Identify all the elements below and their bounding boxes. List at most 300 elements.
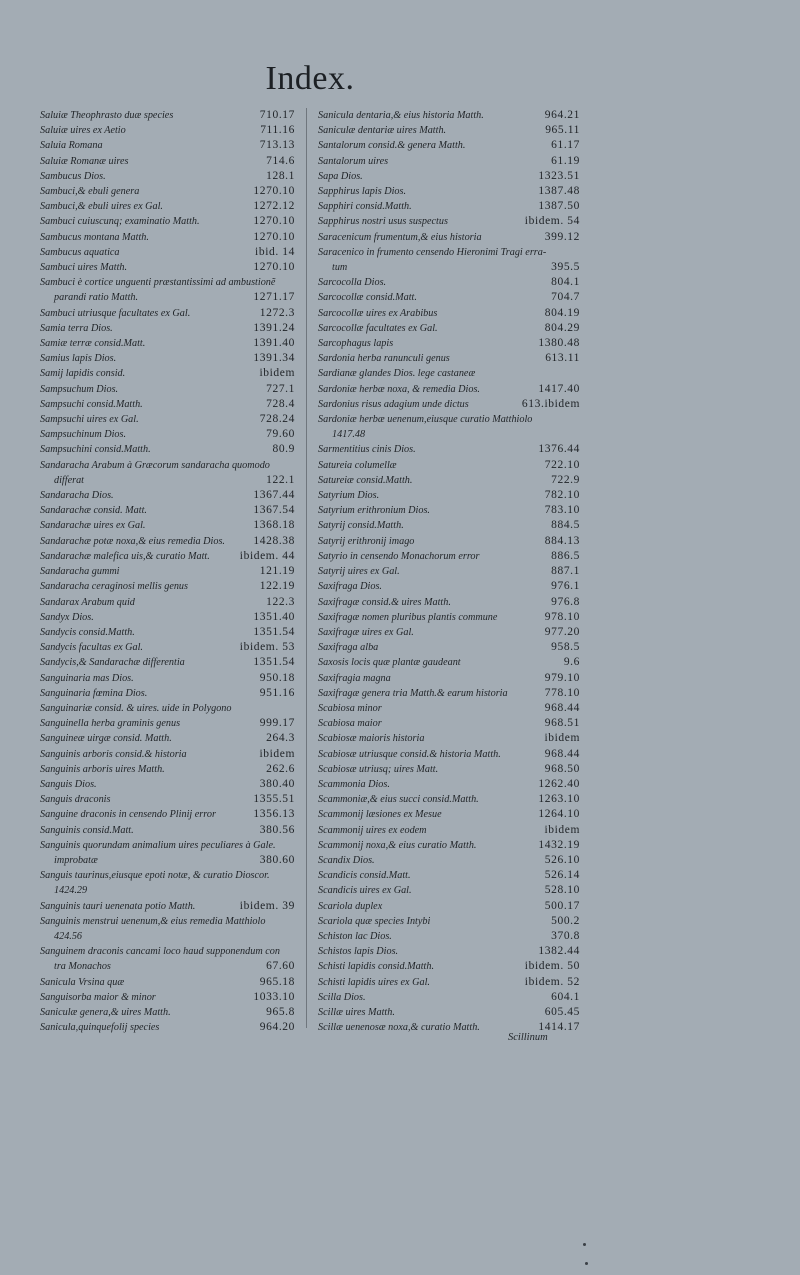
index-entry bbox=[318, 275, 580, 290]
page-reference: 79.60 bbox=[266, 428, 295, 441]
entry-text: Sampsuchum Dios. bbox=[40, 383, 119, 395]
page-reference: ibidem. 44 bbox=[239, 549, 295, 562]
entry-text: Sarcocollæ uires ex Arabibus bbox=[318, 307, 438, 319]
page-reference: 968.51 bbox=[544, 717, 580, 730]
index-entry bbox=[40, 138, 295, 153]
entry-text: Scabiosa maior bbox=[318, 718, 382, 730]
entry-text: Sanguinis menstrui uenenum,& eius remedia Matthiolo bbox=[40, 915, 266, 927]
entry-text: Sanguinaria fœmina Dios. bbox=[40, 687, 148, 699]
page-reference: 886.5 bbox=[551, 549, 580, 562]
entry-text: Sanicula Vrsina quæ bbox=[40, 976, 125, 988]
index-entry bbox=[318, 625, 580, 640]
entry-text: Sanguinem draconis cancami loco haud supponendum con bbox=[40, 946, 280, 958]
index-entry bbox=[40, 595, 295, 610]
page-reference: ibidem. 39 bbox=[239, 899, 295, 912]
entry-text: Sarcocollæ consid.Matt. bbox=[318, 292, 417, 304]
entry-text: Sanguinis arboris consid.& historia bbox=[40, 748, 187, 760]
index-entry bbox=[318, 929, 580, 944]
index-entry bbox=[318, 184, 580, 199]
index-entry bbox=[318, 914, 580, 929]
page-reference: 605.45 bbox=[544, 1005, 580, 1018]
index-entry bbox=[318, 290, 580, 305]
index-entry bbox=[40, 807, 295, 822]
entry-text: Sandaracha Dios. bbox=[40, 490, 114, 502]
entry-text: Saracenico in frumento censendo Hieronimi Tragi erra- bbox=[318, 246, 547, 258]
page-reference: 121.19 bbox=[259, 565, 295, 578]
entry-text: Satyrij uires ex Gal. bbox=[318, 566, 400, 578]
index-entry bbox=[40, 382, 295, 397]
index-entry bbox=[40, 731, 295, 746]
page-reference: 950.18 bbox=[259, 671, 295, 684]
index-entry bbox=[318, 792, 580, 807]
page-reference: 782.10 bbox=[544, 489, 580, 502]
entry-text: Sandarachæ potæ noxa,& eius remedia Dios. bbox=[40, 535, 225, 547]
left-column bbox=[40, 108, 295, 1035]
entry-text: Sardoniæ herbæ noxa, & remedia Dios. bbox=[318, 383, 480, 395]
index-entry bbox=[40, 990, 295, 1005]
entry-text: Sandycis facultas ex Gal. bbox=[40, 642, 143, 654]
page-title: Index. bbox=[265, 60, 355, 97]
entry-text: Sanguinella herba graminis genus bbox=[40, 718, 181, 730]
index-entry bbox=[40, 442, 295, 457]
index-entry bbox=[40, 397, 295, 412]
page-reference: ibidem bbox=[259, 367, 295, 380]
page-reference: 1033.10 bbox=[253, 990, 295, 1003]
page-reference: 1387.48 bbox=[538, 185, 580, 198]
page-reference: 604.1 bbox=[551, 990, 580, 1003]
index-entry bbox=[40, 747, 295, 762]
index-entry bbox=[318, 458, 580, 473]
index-entry bbox=[40, 823, 295, 838]
index-entry bbox=[40, 671, 295, 686]
index-entry bbox=[40, 230, 295, 245]
page-reference: 613.11 bbox=[545, 352, 580, 365]
entry-text: Scandicis uires ex Gal. bbox=[318, 885, 412, 897]
entry-text-continued: improbatæ bbox=[54, 854, 98, 866]
page-reference: 968.50 bbox=[544, 762, 580, 775]
entry-text: Sandycis consid.Matth. bbox=[40, 626, 135, 638]
entry-text: Sanguinis quorundam animalium uires peculiares à Gale. bbox=[40, 839, 276, 851]
index-entry bbox=[40, 655, 295, 670]
page-reference: 714.6 bbox=[266, 154, 295, 167]
index-entry bbox=[318, 747, 580, 762]
page-reference: 1376.44 bbox=[538, 443, 580, 456]
entry-text: Santalorum consid.& genera Matth. bbox=[318, 140, 466, 152]
index-entry bbox=[40, 503, 295, 518]
entry-text: Sandycis,& Sandarachæ differentia bbox=[40, 657, 185, 669]
entry-text-continued: parandi ratio Matth. bbox=[54, 292, 139, 304]
index-entry bbox=[318, 777, 580, 792]
index-entry bbox=[318, 154, 580, 169]
index-entry bbox=[318, 549, 580, 564]
page-reference: 979.10 bbox=[544, 671, 580, 684]
index-entry bbox=[318, 883, 580, 898]
index-entry bbox=[318, 366, 580, 381]
entry-text: Sanguinis tauri uenenata potio Matth. bbox=[40, 900, 196, 912]
index-entry bbox=[318, 169, 580, 184]
index-entry bbox=[40, 245, 295, 260]
index-entry bbox=[318, 123, 580, 138]
entry-text: Samia terra Dios. bbox=[40, 322, 113, 334]
index-entry bbox=[40, 108, 295, 123]
page-reference: 128.1 bbox=[266, 169, 295, 182]
entry-text: Scabiosa minor bbox=[318, 702, 382, 714]
entry-text: Scammonia Dios. bbox=[318, 778, 390, 790]
index-entry bbox=[318, 1005, 580, 1020]
entry-text: Sampsuchinum Dios. bbox=[40, 429, 127, 441]
entry-text: Sambuci uires Matth. bbox=[40, 262, 128, 274]
entry-text: Scammonij uires ex eodem bbox=[318, 824, 427, 836]
page-reference: 500.2 bbox=[551, 914, 580, 927]
entry-text: Sanguis draconis bbox=[40, 794, 111, 806]
page-reference: 1263.10 bbox=[538, 793, 580, 806]
entry-text: Sardianæ glandes Dios. lege castaneæ bbox=[318, 368, 476, 380]
entry-text: Saniculæ genera,& uires Matth. bbox=[40, 1006, 171, 1018]
index-entry bbox=[318, 807, 580, 822]
entry-text: Scandix Dios. bbox=[318, 854, 375, 866]
page-reference: 1432.19 bbox=[538, 838, 580, 851]
index-entry bbox=[40, 1020, 295, 1035]
page-reference: 1272.3 bbox=[259, 306, 295, 319]
page-reference: 80.9 bbox=[272, 443, 295, 456]
page-reference: 1382.44 bbox=[538, 945, 580, 958]
entry-text: Sapphiri consid.Matth. bbox=[318, 201, 412, 213]
index-entry bbox=[318, 671, 580, 686]
entry-text: Saxifragæ uires ex Gal. bbox=[318, 626, 414, 638]
index-entry bbox=[318, 731, 580, 746]
index-entry bbox=[318, 199, 580, 214]
index-entry bbox=[318, 138, 580, 153]
entry-text-continued: differat bbox=[54, 474, 84, 486]
entry-text: Sambuci è cortice unguenti præstantissimi ad ambustionẽ bbox=[40, 277, 276, 289]
index-entry bbox=[40, 1005, 295, 1020]
catchword: Scillinum bbox=[508, 1032, 548, 1043]
index-entry bbox=[40, 975, 295, 990]
page-reference: 500.17 bbox=[544, 899, 580, 912]
index-entry bbox=[318, 853, 580, 868]
entry-text: Scabiosæ utriusq; uires Matt. bbox=[318, 763, 439, 775]
index-entry bbox=[40, 366, 295, 381]
page-reference: 958.5 bbox=[551, 641, 580, 654]
entry-text: Sardonius risus adagium unde dictus bbox=[318, 398, 469, 410]
index-entry bbox=[40, 914, 295, 944]
index-entry bbox=[40, 564, 295, 579]
page-reference: 978.10 bbox=[544, 610, 580, 623]
entry-text-continued: 1417.48 bbox=[332, 429, 366, 441]
page-reference: 122.19 bbox=[259, 580, 295, 593]
page-reference: 1270.10 bbox=[253, 261, 295, 274]
index-entry bbox=[318, 306, 580, 321]
index-entry bbox=[318, 823, 580, 838]
page-reference: 964.20 bbox=[259, 1021, 295, 1034]
index-entry bbox=[40, 640, 295, 655]
entry-text: Satyrij consid.Matth. bbox=[318, 520, 404, 532]
index-entry bbox=[40, 944, 295, 974]
index-entry bbox=[318, 838, 580, 853]
page-reference: 1323.51 bbox=[538, 169, 580, 182]
entry-text-continued: tum bbox=[332, 262, 348, 274]
page-reference: 370.8 bbox=[551, 929, 580, 942]
entry-text: Saxifragæ consid.& uires Matth. bbox=[318, 596, 451, 608]
entry-text: Saluiæ Theophrasto duæ species bbox=[40, 110, 174, 121]
page-reference: 67.60 bbox=[266, 960, 295, 973]
page-reference: 9.6 bbox=[563, 656, 580, 669]
entry-text: Sarmentitius cinis Dios. bbox=[318, 444, 416, 456]
index-entry bbox=[318, 442, 580, 457]
index-entry bbox=[40, 610, 295, 625]
page-reference: 1351.54 bbox=[253, 625, 295, 638]
index-entry bbox=[318, 245, 580, 275]
paper-speck bbox=[585, 1262, 588, 1265]
index-entry bbox=[318, 321, 580, 336]
page-reference: 526.14 bbox=[544, 869, 580, 882]
page-reference: 1351.54 bbox=[253, 656, 295, 669]
page-reference: 884.5 bbox=[551, 519, 580, 532]
entry-text: Schistos lapis Dios. bbox=[318, 946, 399, 958]
entry-text: Satyrij erithronij imago bbox=[318, 535, 415, 547]
page-reference: 965.18 bbox=[259, 975, 295, 988]
index-entry bbox=[318, 762, 580, 777]
page-reference: 728.4 bbox=[266, 397, 295, 410]
index-entry bbox=[318, 412, 580, 442]
entry-text: Sanguinis consid.Matt. bbox=[40, 824, 134, 836]
index-entry bbox=[318, 899, 580, 914]
page-reference: 722.9 bbox=[551, 473, 580, 486]
index-entry bbox=[40, 625, 295, 640]
page-reference: 704.7 bbox=[551, 291, 580, 304]
index-entry bbox=[318, 579, 580, 594]
index-entry bbox=[40, 868, 295, 898]
page-reference: ibidem. 52 bbox=[524, 975, 580, 988]
page-reference: 951.16 bbox=[259, 686, 295, 699]
entry-text: Sampsuchi consid.Matth. bbox=[40, 398, 143, 410]
index-entry bbox=[318, 534, 580, 549]
entry-text: Sandarachæ malefica uis,& curatio Matt. bbox=[40, 550, 210, 562]
entry-text-continued: 1424.29 bbox=[54, 885, 88, 897]
entry-text: Sambuci utriusque facultates ex Gal. bbox=[40, 307, 191, 319]
page-reference: 1391.34 bbox=[253, 352, 295, 365]
index-entry bbox=[40, 579, 295, 594]
index-entry bbox=[318, 473, 580, 488]
index-entry bbox=[318, 564, 580, 579]
entry-text: Sarcophagus lapis bbox=[318, 338, 394, 350]
index-entry bbox=[40, 306, 295, 321]
entry-text: Scammonij noxa,& eius curatio Matth. bbox=[318, 839, 477, 851]
entry-text: Samius lapis Dios. bbox=[40, 353, 117, 365]
index-entry bbox=[40, 488, 295, 503]
entry-text: Sambuci cuiuscunq; examinatio Matth. bbox=[40, 216, 200, 228]
page-reference: 1368.18 bbox=[253, 519, 295, 532]
index-entry bbox=[40, 792, 295, 807]
page-reference: 1428.38 bbox=[253, 534, 295, 547]
index-entry bbox=[318, 518, 580, 533]
entry-text: Sandaracha Arabum à Græcorum sandaracha quomodo bbox=[40, 459, 270, 471]
entry-text: Saxifragia magna bbox=[318, 672, 391, 684]
index-entry bbox=[318, 351, 580, 366]
index-entry bbox=[318, 959, 580, 974]
entry-text: Santalorum uires bbox=[318, 155, 389, 167]
page-reference: 1270.10 bbox=[253, 230, 295, 243]
index-entry bbox=[318, 610, 580, 625]
entry-text: Saniculæ dentariæ uires Matth. bbox=[318, 125, 447, 137]
index-entry bbox=[318, 382, 580, 397]
page-reference: 804.1 bbox=[551, 276, 580, 289]
index-entry bbox=[40, 716, 295, 731]
page-reference: 1367.54 bbox=[253, 504, 295, 517]
entry-text: Saluiæ uires ex Aetio bbox=[40, 125, 126, 137]
index-entry bbox=[40, 336, 295, 351]
page-reference: 1270.10 bbox=[253, 215, 295, 228]
page-reference: 122.1 bbox=[266, 473, 295, 486]
entry-text-continued: tra Monachos bbox=[54, 961, 111, 973]
page-reference: 1356.13 bbox=[253, 808, 295, 821]
page-reference: 1417.40 bbox=[538, 382, 580, 395]
index-entry bbox=[40, 549, 295, 564]
page-reference: 395.5 bbox=[551, 261, 580, 274]
entry-text: Satyrio in censendo Monachorum error bbox=[318, 550, 480, 562]
entry-text: Sandarachæ uires ex Gal. bbox=[40, 520, 146, 532]
entry-text: Saracenicum frumentum,& eius historia bbox=[318, 231, 482, 243]
index-entry bbox=[318, 990, 580, 1005]
index-entry bbox=[40, 275, 295, 305]
entry-text: Saxosis locis quæ plantæ gaudeant bbox=[318, 657, 461, 669]
page-reference: 528.10 bbox=[544, 884, 580, 897]
entry-text: Sardoniæ herbæ uenenum,eiusque curatio Matthiolo bbox=[318, 414, 533, 426]
entry-text: Scilla Dios. bbox=[318, 991, 366, 1003]
page-reference: ibid. 14 bbox=[255, 245, 295, 258]
page-reference: 1264.10 bbox=[538, 808, 580, 821]
index-entry bbox=[40, 154, 295, 169]
entry-text: Sandyx Dios. bbox=[40, 611, 94, 623]
entry-text: Scillæ uenenosæ noxa,& curatio Matth. bbox=[318, 1022, 480, 1034]
page-reference: 722.10 bbox=[544, 458, 580, 471]
page-reference: ibidem. 54 bbox=[524, 215, 580, 228]
index-entry bbox=[40, 518, 295, 533]
page-reference: 1391.24 bbox=[253, 321, 295, 334]
entry-text: Sarcocollæ facultates ex Gal. bbox=[318, 322, 438, 334]
entry-text: Scabiosæ maioris historia bbox=[318, 733, 425, 745]
entry-text-continued: 424.56 bbox=[54, 930, 83, 942]
entry-text: Sanguisorba maior & minor bbox=[40, 991, 156, 1003]
page-reference: 884.13 bbox=[544, 534, 580, 547]
index-entry bbox=[40, 701, 295, 716]
entry-text: Scariola quæ species Intybi bbox=[318, 915, 431, 927]
page-reference: 1387.50 bbox=[538, 200, 580, 213]
page-reference: 728.24 bbox=[259, 413, 295, 426]
index-entry bbox=[318, 336, 580, 351]
entry-text: Sampsuchi uires ex Gal. bbox=[40, 414, 139, 426]
index-entry bbox=[40, 321, 295, 336]
page-reference: ibidem bbox=[544, 823, 580, 836]
right-column bbox=[318, 108, 580, 1035]
entry-text: Sambucus montana Matth. bbox=[40, 231, 149, 243]
index-entry bbox=[40, 427, 295, 442]
page-reference: 61.17 bbox=[551, 139, 580, 152]
entry-text: Schiston lac Dios. bbox=[318, 930, 392, 942]
entry-text: Sandarachæ consid. Matt. bbox=[40, 505, 147, 517]
index-entry bbox=[318, 640, 580, 655]
index-entry bbox=[318, 975, 580, 990]
entry-text: Sanguinis arboris uires Matth. bbox=[40, 763, 165, 775]
page-reference: 804.29 bbox=[544, 321, 580, 334]
entry-text: Sambucus aquatica bbox=[40, 246, 120, 258]
index-entry bbox=[318, 716, 580, 731]
entry-text: Sandaracha gummi bbox=[40, 566, 120, 578]
index-entry bbox=[40, 534, 295, 549]
index-entry bbox=[40, 199, 295, 214]
index-entry bbox=[40, 838, 295, 868]
entry-text: Scabiosæ utriusque consid.& historia Matth. bbox=[318, 748, 501, 760]
page-reference: ibidem. 50 bbox=[524, 960, 580, 973]
entry-text: Saluia Romana bbox=[40, 140, 103, 152]
index-entry bbox=[318, 595, 580, 610]
page-reference: 380.56 bbox=[259, 823, 295, 836]
entry-text: Sanguineæ uirgæ consid. Matth. bbox=[40, 733, 172, 745]
page-reference: 1271.17 bbox=[253, 291, 295, 304]
page-reference: 1270.10 bbox=[253, 185, 295, 198]
entry-text: Saxifragæ nomen pluribus plantis commune bbox=[318, 611, 498, 623]
index-entry bbox=[318, 686, 580, 701]
index-entry bbox=[40, 169, 295, 184]
entry-text: Sanicula dentaria,& eius historia Matth. bbox=[318, 110, 484, 121]
entry-text: Scammoniæ,& eius succi consid.Matth. bbox=[318, 794, 479, 806]
entry-text: Saxifraga alba bbox=[318, 642, 379, 654]
page-reference: 1391.40 bbox=[253, 337, 295, 350]
entry-text: Sanguis taurinus,eiusque epoti notæ, & curatio Dioscor. bbox=[40, 870, 270, 882]
entry-text: Sanguis Dios. bbox=[40, 778, 97, 790]
page-reference: 1380.48 bbox=[538, 337, 580, 350]
index-entry bbox=[318, 214, 580, 229]
index-entry bbox=[40, 458, 295, 488]
entry-text: Sambuci,& ebuli genera bbox=[40, 186, 140, 198]
page-reference: 380.40 bbox=[259, 777, 295, 790]
page-reference: 778.10 bbox=[544, 686, 580, 699]
index-entry bbox=[318, 230, 580, 245]
index-entry bbox=[40, 686, 295, 701]
index-entry bbox=[40, 762, 295, 777]
index-entry bbox=[40, 777, 295, 792]
entry-text: Sardonia herba ranunculi genus bbox=[318, 353, 450, 365]
index-entry bbox=[40, 899, 295, 914]
entry-text: Sambuci,& ebuli uires ex Gal. bbox=[40, 201, 163, 213]
page-reference: 526.10 bbox=[544, 853, 580, 866]
entry-text: Satureiæ consid.Matth. bbox=[318, 474, 413, 486]
entry-text: Sapphirus lapis Dios. bbox=[318, 186, 407, 198]
page-reference: 965.8 bbox=[266, 1005, 295, 1018]
index-entry bbox=[318, 503, 580, 518]
page-reference: 968.44 bbox=[544, 701, 580, 714]
entry-text: Satyrium Dios. bbox=[318, 490, 380, 502]
entry-text: Sandaracha ceraginosi mellis genus bbox=[40, 581, 188, 593]
page-reference: 964.21 bbox=[544, 109, 580, 121]
entry-text: Saxifragæ genera tria Matth.& earum historia bbox=[318, 687, 508, 699]
page-reference: 1367.44 bbox=[253, 489, 295, 502]
index-entry bbox=[318, 488, 580, 503]
page-reference: 399.12 bbox=[544, 230, 580, 243]
entry-text: Sapa Dios. bbox=[318, 170, 363, 182]
page-reference: 122.3 bbox=[266, 595, 295, 608]
entry-text: Sanicula,quinquefolij species bbox=[40, 1022, 160, 1034]
page-reference: 968.44 bbox=[544, 747, 580, 760]
page-reference: ibidem bbox=[544, 732, 580, 745]
page-reference: 713.13 bbox=[259, 139, 295, 152]
page-reference: 999.17 bbox=[259, 717, 295, 730]
entry-text: Sandarax Arabum quid bbox=[40, 596, 135, 608]
page-reference: 61.19 bbox=[551, 154, 580, 167]
index-entry bbox=[40, 184, 295, 199]
page-reference: 976.8 bbox=[551, 595, 580, 608]
page-reference: 710.17 bbox=[259, 109, 295, 121]
